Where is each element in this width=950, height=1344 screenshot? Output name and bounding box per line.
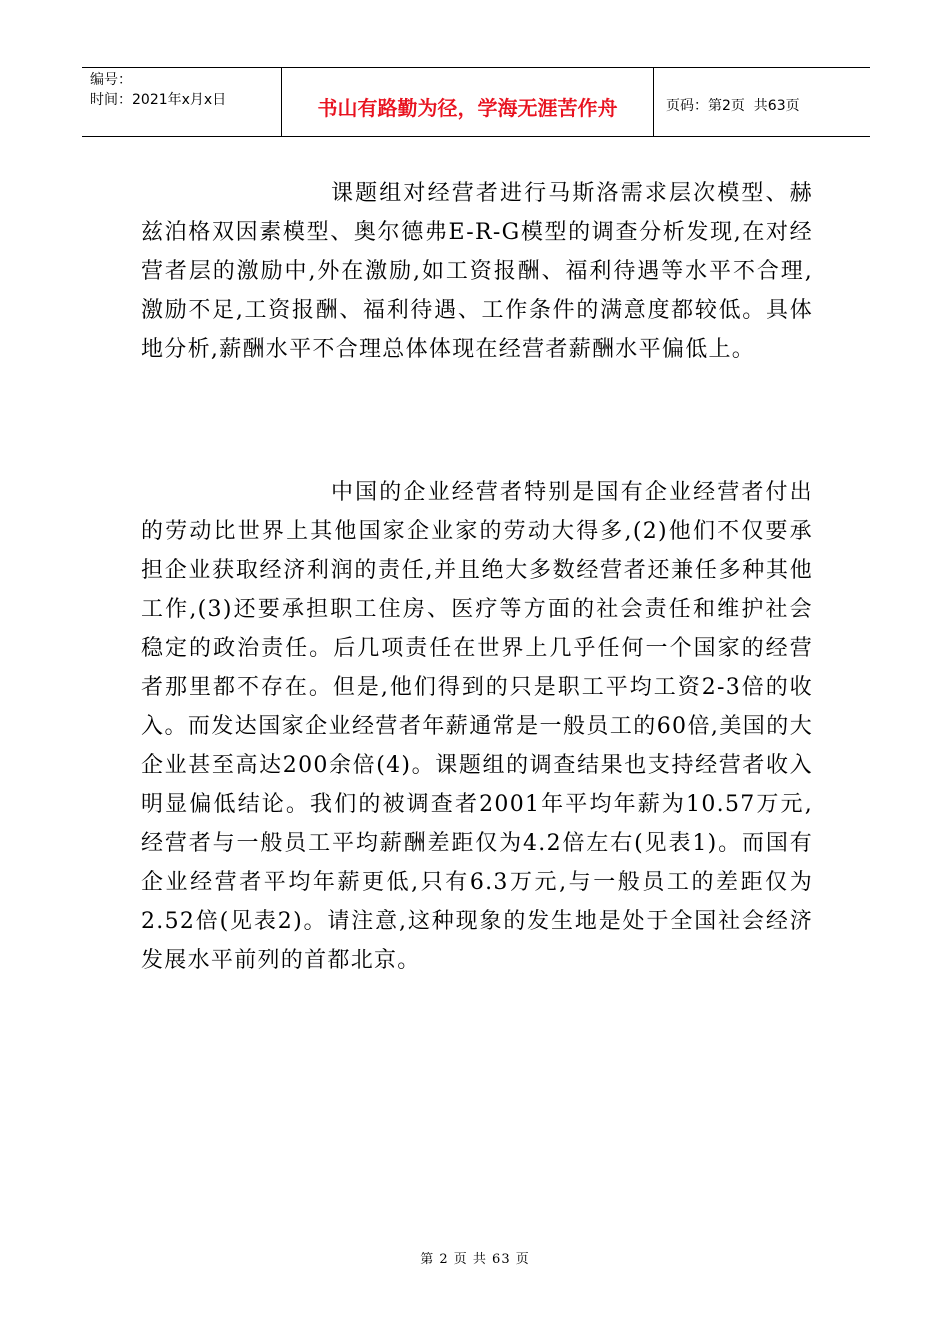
body-paragraph-2: 中国的企业经营者特别是国有企业经营者付出的劳动比世界上其他国家企业家的劳动大得多,(2)他们不仅要承担企业获取经济利润的责任,并且绝大多数经营者还兼任多种其他工作,(3)还要承担职工住房、医疗等方面的社会责任和维护社会稳定的政治责任。后几项责任在世界上几乎任何一个国家的经营者那里都不存在。但是,他们得到的只是职工平均工资2-3倍的收入。而发达国家企业经营者年薪通常是一般员工的60倍,美国的大企业甚至高达200余倍(4)。课题组的调查结果也支持经营者收入明显偏低结论。我们的被调查者2001年平均年薪为10.57万元,经营者与一般员工平均薪酬差距仅为4.2倍左右(见表1)。而国有企业经营者平均年薪更低,只有6.3万元,与一般员工的差距仅为2.52倍(见表2)。请注意,这种现象的发生地是处于全国社会经济发展水平前列的首都北京。 xyxy=(141,480,813,973)
code-label: 编号： xyxy=(90,72,132,88)
header-motto: 书山有路勤为径，学海无涯苦作舟 xyxy=(282,68,654,136)
body-paragraph-1: 课题组对经营者进行马斯洛需求层次模型、赫兹泊格双因素模型、奥尔德弗E-R-G模型的调查分析发现,在对经营者层的激励中,外在激励,如工资报酬、福利待遇等水平不合理,激励不足,工资报酬、福利待遇、工作条件的满意度都较低。具体地分析,薪酬水平不合理总体体现在经营者薪酬水平偏低上。 xyxy=(141,181,813,362)
page-footer: 第 2 页 共 63 页 xyxy=(420,1252,530,1267)
page-header xyxy=(82,67,870,137)
page-label: 页码：第2页 共63页 xyxy=(666,98,800,114)
date-label: 时间：2021年x月x日 xyxy=(90,92,227,108)
header-meta xyxy=(82,68,282,136)
header-page-info xyxy=(654,68,870,136)
